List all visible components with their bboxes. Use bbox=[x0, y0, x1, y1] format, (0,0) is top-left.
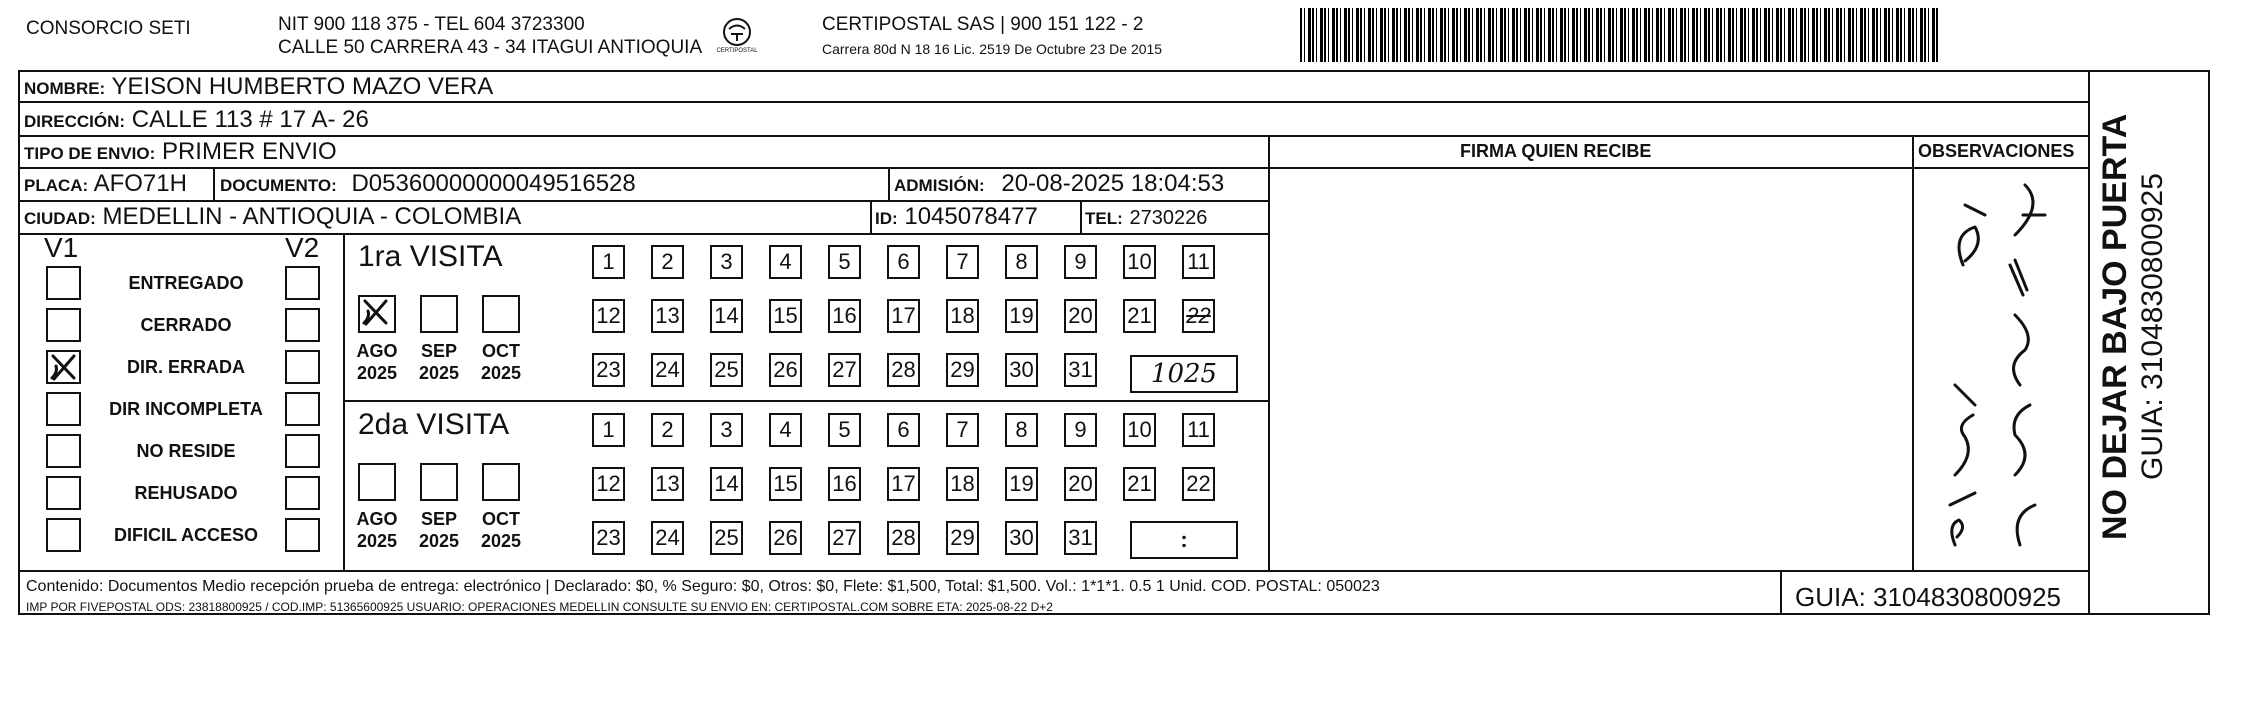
day-box[interactable]: 10 bbox=[1123, 245, 1156, 279]
month-checkbox[interactable] bbox=[482, 463, 520, 501]
day-box[interactable]: 9 bbox=[1064, 245, 1097, 279]
day-box[interactable]: 31 bbox=[1064, 521, 1097, 555]
day-box[interactable]: 3 bbox=[710, 413, 743, 447]
day-box[interactable]: 23 bbox=[592, 521, 625, 555]
month-name: OCT bbox=[482, 341, 520, 361]
v2-checkbox[interactable] bbox=[285, 434, 320, 468]
v2-checkbox[interactable] bbox=[285, 518, 320, 552]
day-box[interactable]: 5 bbox=[828, 245, 861, 279]
direccion-row bbox=[24, 106, 369, 136]
tipo-value: PRIMER ENVIO bbox=[161, 138, 337, 165]
address-line: CALLE 50 CARRERA 43 - 34 ITAGUI ANTIOQUIA bbox=[278, 37, 703, 58]
side-guia: GUIA: 3104830800925 bbox=[2136, 173, 2169, 480]
documento-value: D05360000000049516528 bbox=[351, 170, 636, 197]
month-year: 2025 bbox=[480, 363, 522, 383]
month-label bbox=[473, 508, 529, 552]
day-box[interactable]: 20 bbox=[1064, 467, 1097, 501]
nombre-value: YEISON HUMBERTO MAZO VERA bbox=[111, 73, 494, 100]
month-year: 2025 bbox=[418, 531, 460, 551]
day-box[interactable]: 2 bbox=[651, 245, 684, 279]
v1-label: V1 bbox=[44, 232, 79, 263]
visit1-title: 1ra VISITA bbox=[358, 240, 503, 273]
day-box[interactable]: 14 bbox=[710, 299, 743, 333]
day-box[interactable]: 18 bbox=[946, 299, 979, 333]
day-box[interactable]: 24 bbox=[651, 353, 684, 387]
v1-checkbox[interactable] bbox=[46, 476, 81, 510]
v1-checkbox[interactable] bbox=[46, 434, 81, 468]
day-box[interactable]: 16 bbox=[828, 299, 861, 333]
day-box[interactable]: 26 bbox=[769, 521, 802, 555]
month-checkbox[interactable] bbox=[358, 463, 396, 501]
day-box[interactable]: 13 bbox=[651, 299, 684, 333]
certipostal-logo bbox=[712, 14, 762, 60]
day-box[interactable]: 29 bbox=[946, 353, 979, 387]
guia-footer: GUIA: 3104830800925 bbox=[1795, 582, 2061, 612]
admision-label: ADMISIÓN: bbox=[894, 176, 985, 195]
direccion-value: CALLE 113 # 17 A- 26 bbox=[131, 106, 369, 133]
v1-checkbox[interactable] bbox=[46, 266, 81, 300]
day-box[interactable]: 1 bbox=[592, 245, 625, 279]
tipo-row bbox=[24, 138, 337, 168]
certipostal-line: CERTIPOSTAL SAS | 900 151 122 - 2 bbox=[822, 14, 1144, 35]
day-box[interactable]: 11 bbox=[1182, 413, 1215, 447]
contenido-line: Contenido: Documentos Medio recepción prueba de entrega: electrónico | Declarado: $0, % Seguro: $0, Otros: $0, Flete: $1,500, Total: $1,500. Vol.: 1*1*1. 0.5 1 Unid. COD. POSTAL: 050023 bbox=[26, 578, 1380, 595]
nit-line: NIT 900 118 375 - TEL 604 3723300 bbox=[278, 14, 585, 35]
day-box[interactable]: 25 bbox=[710, 353, 743, 387]
logo-text: CERTIPOSTAL bbox=[716, 48, 758, 54]
visit1-time[interactable]: 1025 bbox=[1130, 355, 1238, 393]
month-label bbox=[349, 508, 405, 552]
license-line: Carrera 80d N 18 16 Lic. 2519 De Octubre 23 De 2015 bbox=[822, 41, 1163, 57]
day-box[interactable]: 12 bbox=[592, 467, 625, 501]
month-year: 2025 bbox=[356, 363, 398, 383]
direccion-label: DIRECCIÓN: bbox=[24, 112, 126, 131]
day-box[interactable]: 6 bbox=[887, 245, 920, 279]
tel-value: 2730226 bbox=[1129, 207, 1208, 229]
day-box[interactable]: 24 bbox=[651, 521, 684, 555]
day-box[interactable]: 15 bbox=[769, 467, 802, 501]
status-label: DIFICIL ACCESO bbox=[113, 525, 258, 545]
nombre-label: NOMBRE: bbox=[24, 79, 106, 98]
ciudad-label: CIUDAD: bbox=[24, 209, 96, 228]
firma-header: FIRMA QUIEN RECIBE bbox=[1460, 141, 1652, 161]
ciudad-value: MEDELLIN - ANTIOQUIA - COLOMBIA bbox=[102, 203, 522, 230]
observaciones-header: OBSERVACIONES bbox=[1918, 141, 2075, 161]
day-box[interactable]: 17 bbox=[887, 299, 920, 333]
status-label: DIR. ERRADA bbox=[126, 357, 245, 377]
side-divider bbox=[2088, 70, 2090, 615]
status-label: ENTREGADO bbox=[128, 273, 244, 293]
day-box[interactable]: 4 bbox=[769, 413, 802, 447]
day-box[interactable]: 21 bbox=[1123, 467, 1156, 501]
id-label: ID: bbox=[875, 209, 898, 228]
tipo-label: TIPO DE ENVIO: bbox=[24, 144, 156, 163]
id-value: 1045078477 bbox=[904, 203, 1038, 230]
status-label: REHUSADO bbox=[134, 483, 238, 503]
status-label: NO RESIDE bbox=[136, 441, 236, 461]
shipping-label-frame bbox=[18, 70, 2210, 615]
month-year: 2025 bbox=[356, 531, 398, 551]
day-box[interactable]: 18 bbox=[946, 467, 979, 501]
day-box[interactable]: 26 bbox=[769, 353, 802, 387]
day-box[interactable]: 20 bbox=[1064, 299, 1097, 333]
day-box[interactable]: 10 bbox=[1123, 413, 1156, 447]
tel-label: TEL: bbox=[1085, 209, 1123, 228]
day-box[interactable]: 16 bbox=[828, 467, 861, 501]
admision-row bbox=[894, 170, 1224, 200]
day-box[interactable]: 6 bbox=[887, 413, 920, 447]
id-row bbox=[875, 203, 1038, 233]
day-box[interactable]: 7 bbox=[946, 413, 979, 447]
placa-label: PLACA: bbox=[24, 176, 89, 195]
v1-checkbox[interactable] bbox=[46, 350, 81, 384]
day-box[interactable]: 3 bbox=[710, 245, 743, 279]
day-box[interactable]: 5 bbox=[828, 413, 861, 447]
v2-checkbox[interactable] bbox=[285, 266, 320, 300]
imp-line: IMP POR FIVEPOSTAL ODS: 23818800925 / COD.IMP: 51365600925 USUARIO: OPERACIONES MEDELLIN CONSULTE SU ENVIO EN: CERTIPOSTAL.COM SOBRE ETA: 2025-08-22 D+2 bbox=[26, 600, 1053, 614]
v1-checkbox[interactable] bbox=[46, 308, 81, 342]
day-box[interactable]: 22 bbox=[1182, 299, 1215, 333]
month-year: 2025 bbox=[418, 363, 460, 383]
company-name: CONSORCIO SETI bbox=[26, 18, 191, 39]
visit2-title: 2da VISITA bbox=[358, 408, 510, 441]
day-box[interactable]: 23 bbox=[592, 353, 625, 387]
day-box[interactable]: 14 bbox=[710, 467, 743, 501]
tel-row bbox=[1085, 203, 1207, 233]
day-box[interactable]: 29 bbox=[946, 521, 979, 555]
admision-value: 20-08-2025 18:04:53 bbox=[1001, 170, 1225, 197]
month-label bbox=[411, 508, 467, 552]
placa-value: AFO71H bbox=[93, 170, 187, 197]
month-label bbox=[473, 340, 529, 384]
day-box[interactable]: 27 bbox=[828, 353, 861, 387]
v2-checkbox[interactable] bbox=[285, 476, 320, 510]
day-box[interactable]: 19 bbox=[1005, 467, 1038, 501]
day-box[interactable]: 2 bbox=[651, 413, 684, 447]
day-box[interactable]: 19 bbox=[1005, 299, 1038, 333]
month-name: AGO bbox=[356, 509, 398, 529]
day-box[interactable]: 12 bbox=[592, 299, 625, 333]
v2-label: V2 bbox=[285, 232, 320, 263]
day-box[interactable]: 11 bbox=[1182, 245, 1215, 279]
day-box[interactable]: 21 bbox=[1123, 299, 1156, 333]
ciudad-row bbox=[24, 203, 521, 233]
month-name: AGO bbox=[356, 341, 398, 361]
status-label: CERRADO bbox=[140, 315, 232, 335]
day-box[interactable]: 30 bbox=[1005, 521, 1038, 555]
day-box[interactable]: 9 bbox=[1064, 413, 1097, 447]
no-dejar-bajo-puerta: NO DEJAR BAJO PUERTA bbox=[2096, 113, 2134, 540]
day-box[interactable]: 15 bbox=[769, 299, 802, 333]
day-box[interactable]: 13 bbox=[651, 467, 684, 501]
month-checkbox[interactable] bbox=[420, 463, 458, 501]
day-box[interactable]: 31 bbox=[1064, 353, 1097, 387]
documento-row bbox=[220, 170, 636, 200]
month-year: 2025 bbox=[480, 531, 522, 551]
month-label bbox=[411, 340, 467, 384]
day-box[interactable]: 25 bbox=[710, 521, 743, 555]
day-box[interactable]: 17 bbox=[887, 467, 920, 501]
barcode bbox=[1300, 8, 1940, 62]
month-name: SEP bbox=[420, 509, 458, 529]
day-box[interactable]: 1 bbox=[592, 413, 625, 447]
v2-checkbox[interactable] bbox=[285, 350, 320, 384]
placa-row bbox=[24, 170, 187, 200]
month-name: OCT bbox=[482, 509, 520, 529]
v1-checkbox[interactable] bbox=[46, 518, 81, 552]
observaciones-handwriting bbox=[1915, 175, 2085, 565]
visit2-time[interactable]: : bbox=[1130, 521, 1238, 559]
v2-checkbox[interactable] bbox=[285, 392, 320, 426]
v2-checkbox[interactable] bbox=[285, 308, 320, 342]
month-label bbox=[349, 340, 405, 384]
status-label: DIR INCOMPLETA bbox=[109, 399, 263, 419]
month-checkbox[interactable] bbox=[482, 295, 520, 333]
day-box[interactable]: 28 bbox=[887, 521, 920, 555]
day-box[interactable]: 8 bbox=[1005, 413, 1038, 447]
nombre-row bbox=[24, 73, 493, 103]
day-box[interactable]: 8 bbox=[1005, 245, 1038, 279]
day-box[interactable]: 22 bbox=[1182, 467, 1215, 501]
day-box[interactable]: 27 bbox=[828, 521, 861, 555]
day-box[interactable]: 4 bbox=[769, 245, 802, 279]
day-box[interactable]: 7 bbox=[946, 245, 979, 279]
v1-checkbox[interactable] bbox=[46, 392, 81, 426]
day-box[interactable]: 30 bbox=[1005, 353, 1038, 387]
day-box[interactable]: 28 bbox=[887, 353, 920, 387]
month-name: SEP bbox=[420, 341, 458, 361]
documento-label: DOCUMENTO: bbox=[220, 176, 337, 195]
month-checkbox[interactable] bbox=[420, 295, 458, 333]
month-checkbox[interactable] bbox=[358, 295, 396, 333]
